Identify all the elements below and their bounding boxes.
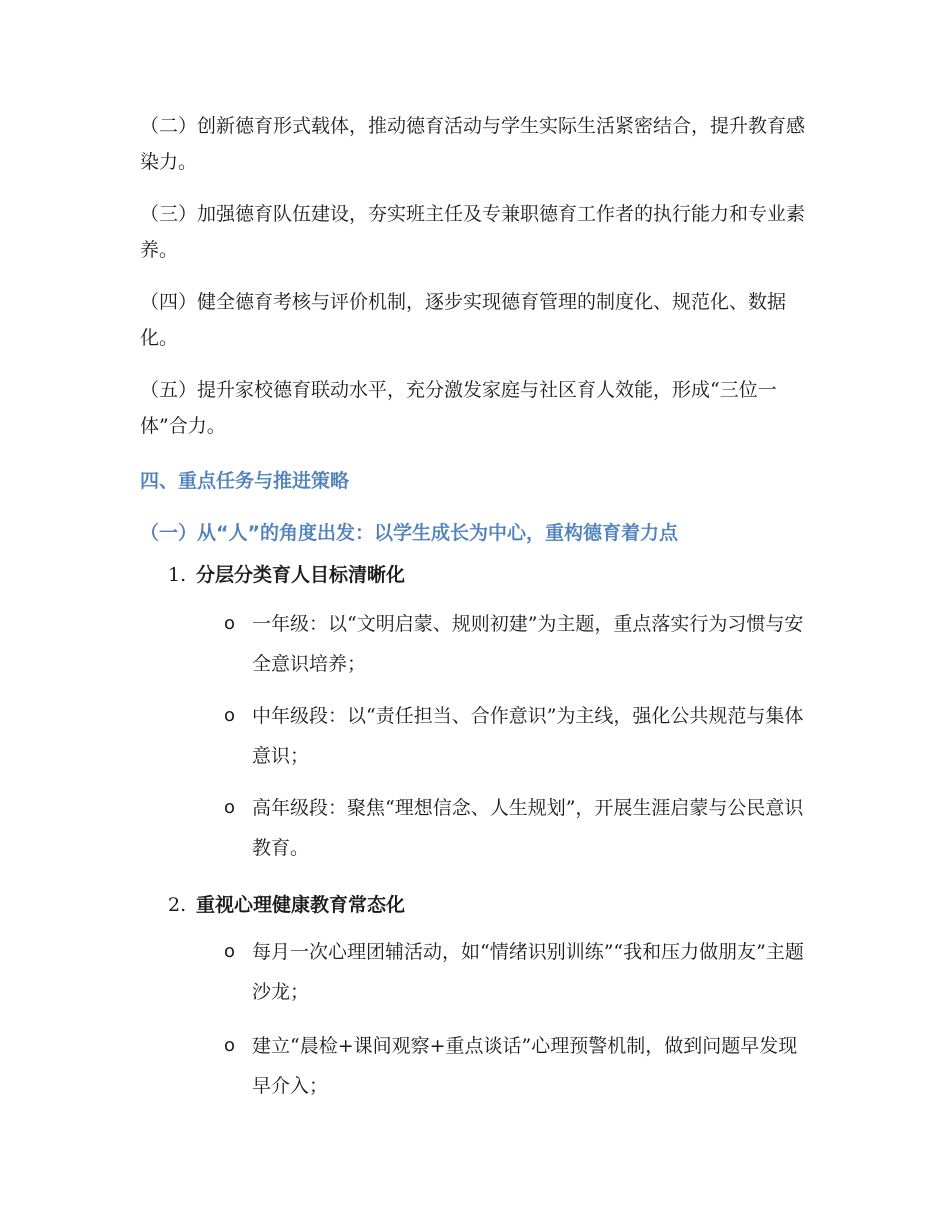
list-item [224,696,804,776]
bullet-circle-icon: o [224,797,236,818]
section-heading: 四、重点任务与推进策略 [140,470,350,492]
goal-paragraph-3: （三）加强德育队伍建设，夯实班主任及专兼职德育工作者的执行能力和专业素养。 [140,203,806,261]
item-title: 重视心理健康教育常态化 [196,894,406,916]
item-title: 分层分类育人目标清晰化 [196,564,406,586]
list-item [224,1026,804,1106]
list-item [224,788,804,868]
list-item-text: 建立“晨检+课间观察+重点谈话”心理预警机制，做到问题早发现早介入； [252,1035,798,1097]
bullet-circle-icon: o [224,1035,236,1056]
bullet-circle-icon: o [224,613,236,634]
list-item [224,932,804,1012]
numbered-item-1 [168,560,405,587]
list-item-text: 一年级：以“文明启蒙、规则初建”为主题，重点落实行为习惯与安全意识培养； [252,613,804,675]
item-number: 2. [168,894,187,916]
goal-paragraph-2: （二）创新德育形式载体，推动德育活动与学生实际生活紧密结合，提升教育感染力。 [140,115,806,173]
list-item-text: 中年级段：以“责任担当、合作意识”为主线，强化公共规范与集体意识； [252,705,804,767]
list-item [224,604,804,684]
bullet-circle-icon: o [224,941,236,962]
goal-paragraph-4: （四）健全德育考核与评价机制，逐步实现德育管理的制度化、规范化、数据化。 [140,291,787,349]
list-item-text: 每月一次心理团辅活动，如“情绪识别训练”“我和压力做朋友”主题沙龙； [252,941,804,1003]
item-number: 1. [168,564,187,586]
list-item-text: 高年级段：聚焦“理想信念、人生规划”，开展生涯启蒙与公民意识教育。 [252,797,804,859]
goal-paragraph-5: （五）提升家校德育联动水平，充分激发家庭与社区育人效能，形成“三位一体”合力。 [140,379,777,437]
bullet-circle-icon: o [224,705,236,726]
numbered-item-2 [168,890,405,917]
subsection-heading: （一）从“人”的角度出发：以学生成长为中心，重构德育着力点 [140,522,678,544]
